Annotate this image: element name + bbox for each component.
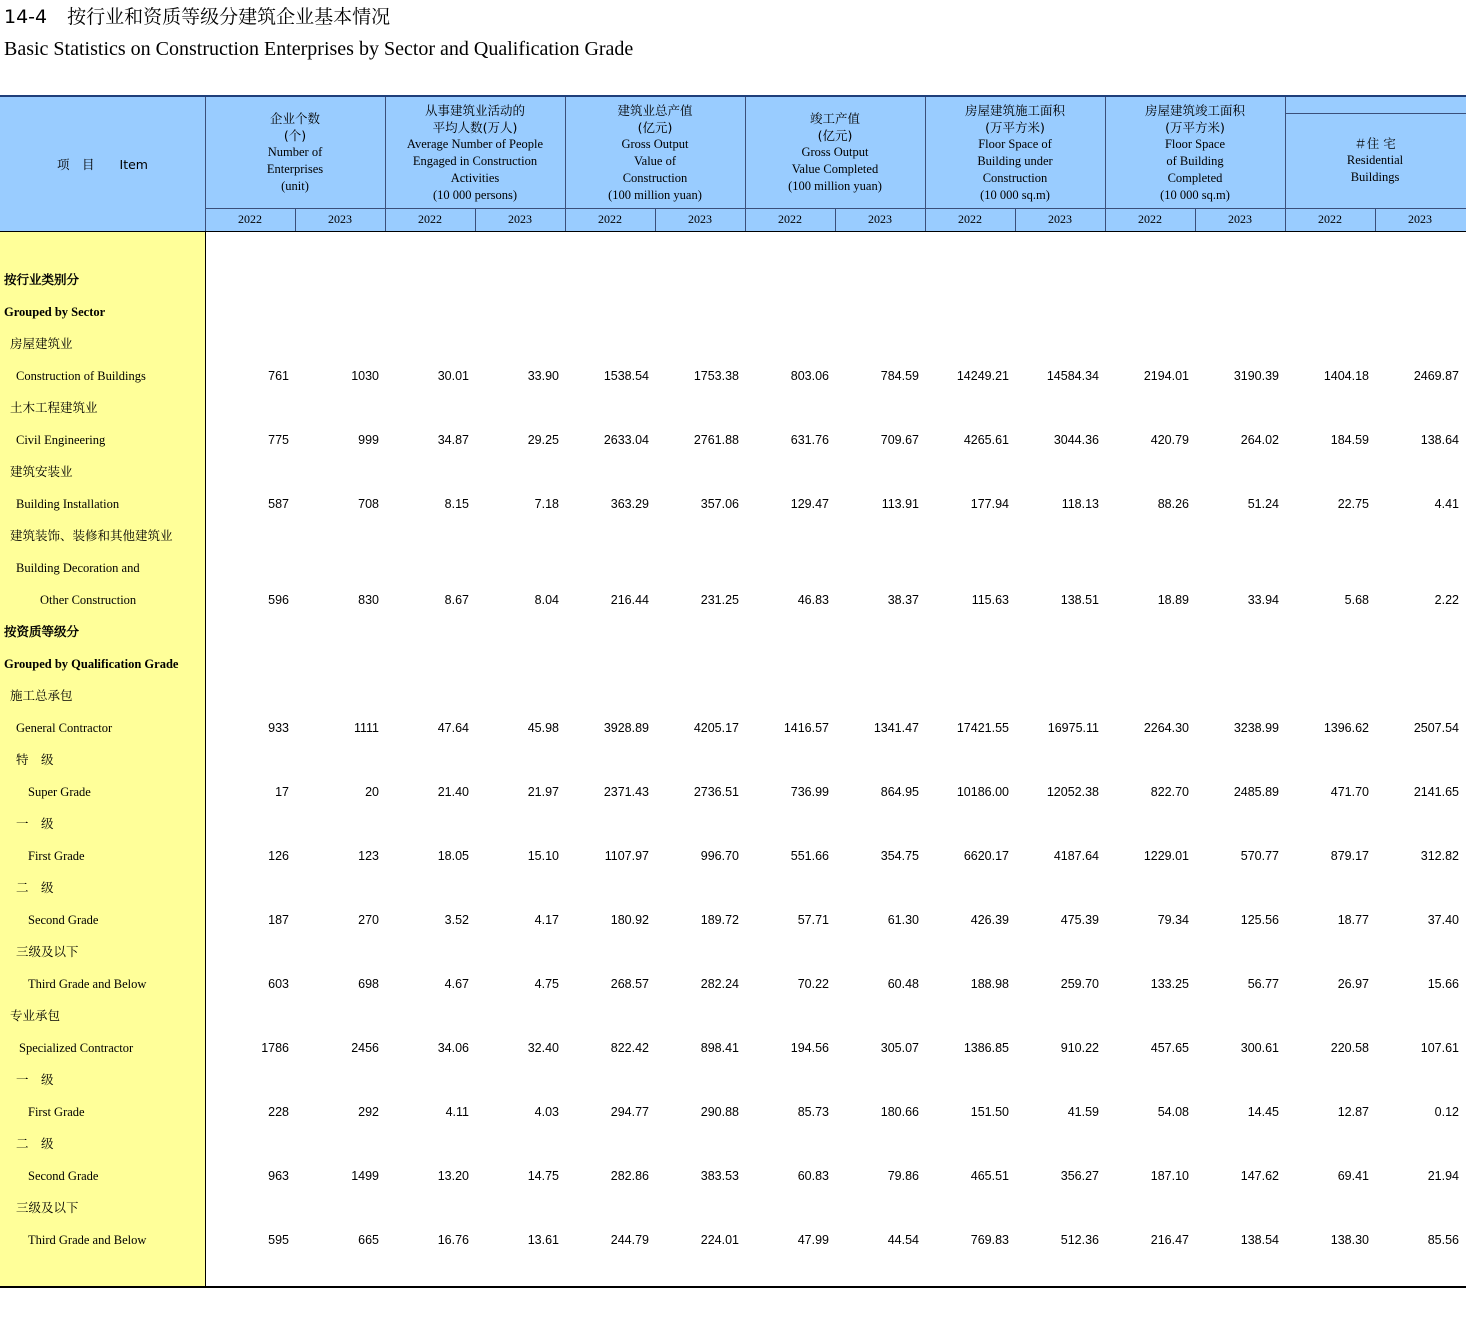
row-label: Civil Engineering [16, 433, 106, 447]
table-cell: 1416.57 [783, 721, 829, 735]
header-line: (10 000 sq.m) [980, 187, 1050, 202]
table-cell: 2485.89 [1233, 785, 1279, 799]
header-line: (unit) [281, 179, 309, 193]
table-cell: 457.65 [1150, 1041, 1189, 1055]
table-cell: 224.01 [700, 1233, 739, 1247]
table-cell: 4.11 [445, 1105, 469, 1119]
year-header: 2022 [238, 212, 262, 226]
table-cell: 2.22 [1434, 593, 1459, 607]
table-cell: 133.25 [1150, 977, 1189, 991]
table-cell: 118.13 [1061, 497, 1099, 511]
table-cell: 356.27 [1060, 1169, 1099, 1183]
table-cell: 21.94 [1427, 1169, 1459, 1183]
year-divider [1015, 208, 1016, 231]
table-number: 14-4 [4, 6, 48, 28]
table-cell: 268.57 [610, 977, 649, 991]
year-header: 2022 [778, 212, 802, 226]
year-header: 2022 [958, 212, 982, 226]
table-cell: 16.76 [437, 1233, 469, 1247]
header-line: (10 000 sq.m) [1160, 187, 1230, 202]
table-cell: 822.70 [1150, 785, 1189, 799]
table-cell: 151.50 [970, 1105, 1009, 1119]
header-line: Completed [1167, 170, 1223, 185]
group-divider [1105, 97, 1106, 231]
table-cell: 7.18 [534, 497, 559, 511]
table-cell: 2264.30 [1143, 721, 1189, 735]
row-label: Third Grade and Below [28, 977, 147, 991]
row-label: Construction of Buildings [16, 369, 146, 383]
table-cell: 587 [268, 497, 289, 511]
table-cell: 113.91 [881, 497, 919, 511]
table-cell: 54.08 [1157, 1105, 1189, 1119]
year-header: 2022 [1318, 212, 1342, 226]
header-line: Floor Space of [978, 136, 1052, 151]
table-cell: 2141.65 [1413, 785, 1459, 799]
table-cell: 188.98 [970, 977, 1009, 991]
table-cell: 1107.97 [604, 849, 649, 863]
table-cell: 33.90 [527, 369, 559, 383]
table-cell: 312.82 [1420, 849, 1459, 863]
table-cell: 177.94 [970, 497, 1009, 511]
group-divider [565, 97, 566, 231]
header-line: Average Number of People [406, 136, 544, 151]
table-cell: 551.66 [790, 849, 829, 863]
table-cell: 2194.01 [1143, 369, 1189, 383]
group-divider [745, 97, 746, 231]
table-cell: 292 [358, 1105, 379, 1119]
table-cell: 2469.87 [1413, 369, 1459, 383]
table-cell: 220.58 [1330, 1041, 1369, 1055]
table-cell: 32.40 [527, 1041, 559, 1055]
row-label: 二 级 [16, 880, 54, 895]
table-cell: 933 [268, 721, 289, 735]
header-line: (亿元) [817, 128, 853, 143]
row-label: Other Construction [40, 593, 137, 607]
table-cell: 22.75 [1337, 497, 1369, 511]
column-group-header [1285, 113, 1465, 208]
table-cell: 15.66 [1427, 977, 1459, 991]
column-group-header [925, 97, 1105, 208]
table-cell: 4187.64 [1053, 849, 1099, 863]
table-cell: 47.64 [437, 721, 469, 735]
table-cell: 426.39 [970, 913, 1009, 927]
table-cell: 57.71 [797, 913, 829, 927]
table-cell: 88.26 [1157, 497, 1189, 511]
table-cell: 12.87 [1337, 1105, 1369, 1119]
title-text-zh: 按行业和资质等级分建筑企业基本情况 [67, 6, 391, 28]
table-cell: 187.10 [1150, 1169, 1189, 1183]
header-line: Construction [982, 170, 1048, 185]
year-header: 2022 [598, 212, 622, 226]
table-cell: 270 [358, 913, 379, 927]
table-cell: 4.03 [534, 1105, 559, 1119]
table-cell: 60.83 [797, 1169, 829, 1183]
table-cell: 8.67 [444, 593, 469, 607]
header-line: Floor Space [1164, 136, 1226, 151]
table-cell: 12052.38 [1046, 785, 1099, 799]
year-header: 2023 [328, 212, 352, 226]
row-label: Second Grade [28, 1169, 99, 1183]
table-cell: 354.75 [880, 849, 919, 863]
row-label: Building Installation [16, 497, 120, 511]
table-cell: 830 [358, 593, 379, 607]
header-line: 从事建筑业活动的 [424, 102, 525, 118]
table-cell: 129.47 [790, 497, 829, 511]
table-cell: 898.41 [700, 1041, 739, 1055]
table-cell: 138.51 [1060, 593, 1099, 607]
table-cell: 4205.17 [693, 721, 739, 735]
table-cell: 69.41 [1337, 1169, 1369, 1183]
page-title-zh [4, 4, 390, 30]
header-line: (个) [283, 128, 307, 143]
header-line: 平均人数(万人) [432, 119, 518, 135]
table-cell: 259.70 [1060, 977, 1099, 991]
row-label: 施工总承包 [10, 688, 73, 703]
table-cell: 1341.47 [873, 721, 919, 735]
column-group-header [745, 97, 925, 208]
header-line: of Building [1166, 153, 1224, 168]
table-cell: 194.56 [790, 1041, 829, 1055]
table-cell: 3190.39 [1233, 369, 1279, 383]
table-cell: 4.41 [1434, 497, 1459, 511]
table-cell: 17421.55 [956, 721, 1009, 735]
table-cell: 1786 [261, 1041, 289, 1055]
row-label: First Grade [28, 1105, 85, 1119]
row-label: Grouped by Sector [4, 305, 106, 319]
row-label: 一 级 [16, 816, 54, 831]
table-cell: 13.20 [437, 1169, 469, 1183]
header-line: (万平方米) [985, 119, 1045, 135]
row-label: Building Decoration and [16, 561, 140, 575]
table-cell: 3.52 [444, 913, 469, 927]
header-line: Engaged in Construction [412, 153, 538, 168]
table-cell: 138.64 [1420, 433, 1459, 447]
table-cell: 125.56 [1240, 913, 1279, 927]
table-cell: 8.04 [534, 593, 559, 607]
table-cell: 1396.62 [1323, 721, 1369, 735]
table-cell: 1753.38 [693, 369, 739, 383]
table-cell: 3044.36 [1053, 433, 1099, 447]
table-cell: 2736.51 [693, 785, 739, 799]
table-cell: 864.95 [880, 785, 919, 799]
group-divider [925, 97, 926, 231]
group-year-rule [205, 208, 1466, 209]
table-cell: 357.06 [700, 497, 739, 511]
table-cell: 3238.99 [1233, 721, 1279, 735]
table-cell: 14.75 [527, 1169, 559, 1183]
year-header: 2023 [508, 212, 532, 226]
row-label: 专业承包 [10, 1008, 61, 1023]
table-cell: 61.30 [887, 913, 919, 927]
table-cell: 70.22 [797, 977, 829, 991]
header-line: (亿元) [637, 119, 673, 135]
table-cell: 138.30 [1330, 1233, 1369, 1247]
table-cell: 282.86 [610, 1169, 649, 1183]
row-label: 一 级 [16, 1072, 54, 1087]
row-label: General Contractor [16, 721, 113, 735]
year-header: 2022 [1138, 212, 1162, 226]
row-label: 按资质等级分 [4, 624, 80, 639]
table-cell: 512.36 [1060, 1233, 1099, 1247]
table-cell: 822.42 [610, 1041, 649, 1055]
table-cell: 300.61 [1240, 1041, 1279, 1055]
table-cell: 1404.18 [1323, 369, 1369, 383]
table-cell: 1030 [351, 369, 379, 383]
year-header: 2022 [418, 212, 442, 226]
table-cell: 180.92 [610, 913, 649, 927]
table-cell: 570.77 [1240, 849, 1279, 863]
table-cell: 709.67 [880, 433, 919, 447]
table-cell: 761 [268, 369, 289, 383]
header-line: Number of [267, 145, 323, 159]
year-divider [655, 208, 656, 231]
header-line: Enterprises [266, 162, 324, 176]
table-cell: 775 [268, 433, 289, 447]
item-column-border [205, 232, 206, 1286]
table-cell: 2507.54 [1413, 721, 1459, 735]
table-cell: 79.34 [1157, 913, 1189, 927]
table-cell: 2456 [351, 1041, 379, 1055]
row-label: Super Grade [28, 785, 91, 799]
table-cell: 282.24 [700, 977, 739, 991]
table-cell: 29.25 [527, 433, 559, 447]
table-bottom-rule [0, 1286, 1466, 1288]
table-cell: 0.12 [1434, 1105, 1459, 1119]
column-group-header [205, 97, 385, 208]
table-cell: 475.39 [1060, 913, 1099, 927]
table-cell: 294.77 [610, 1105, 649, 1119]
table-cell: 8.15 [444, 497, 469, 511]
table-cell: 290.88 [700, 1105, 739, 1119]
table-cell: 147.62 [1240, 1169, 1279, 1183]
year-header: 2023 [1408, 212, 1432, 226]
table-cell: 999 [358, 433, 379, 447]
row-label: 建筑安装业 [10, 464, 73, 479]
table-cell: 189.72 [700, 913, 739, 927]
table-cell: 15.10 [527, 849, 559, 863]
table-cell: 14584.34 [1046, 369, 1099, 383]
header-line: 房屋建筑竣工面积 [1144, 102, 1245, 118]
table-cell: 18.89 [1157, 593, 1189, 607]
table-cell: 596 [268, 593, 289, 607]
table-cell: 383.53 [700, 1169, 739, 1183]
table-cell: 115.63 [971, 593, 1009, 607]
header-line: ＃住 宅 [1354, 136, 1396, 151]
table-cell: 184.59 [1330, 433, 1369, 447]
header-line: (100 million yuan) [788, 179, 882, 193]
row-label: Grouped by Qualification Grade [4, 657, 179, 671]
year-header: 2023 [1228, 212, 1252, 226]
table-cell: 420.79 [1150, 433, 1189, 447]
row-label: 按行业类别分 [4, 272, 80, 287]
table-cell: 264.02 [1240, 433, 1279, 447]
year-header: 2023 [688, 212, 712, 226]
header-line: Buildings [1350, 170, 1400, 184]
group-divider [1285, 97, 1286, 231]
table-cell: 33.94 [1247, 593, 1279, 607]
header-bottom-rule [0, 231, 1466, 232]
year-divider [835, 208, 836, 231]
header-line: Building under [977, 153, 1053, 168]
table-cell: 37.40 [1427, 913, 1459, 927]
table-cell: 4.17 [534, 913, 559, 927]
table-cell: 665 [358, 1233, 379, 1247]
table-cell: 34.06 [437, 1041, 469, 1055]
table-cell: 465.51 [970, 1169, 1009, 1183]
header-line: 建筑业总产值 [617, 102, 693, 118]
table-cell: 16975.11 [1047, 721, 1099, 735]
table-cell: 79.86 [887, 1169, 919, 1183]
residential-top-rule [1285, 113, 1466, 114]
table-cell: 14.45 [1247, 1105, 1279, 1119]
column-group-header [1105, 97, 1285, 208]
table-cell: 2371.43 [603, 785, 649, 799]
header-line: (100 million yuan) [608, 187, 702, 202]
table-cell: 60.48 [887, 977, 919, 991]
header-line: Value of [634, 153, 676, 168]
table-cell: 910.22 [1060, 1041, 1099, 1055]
table-cell: 363.29 [610, 497, 649, 511]
table-cell: 41.59 [1067, 1105, 1099, 1119]
table-cell: 47.99 [797, 1233, 829, 1247]
table-cell: 963 [268, 1169, 289, 1183]
table-cell: 85.73 [797, 1105, 829, 1119]
row-label: Second Grade [28, 913, 99, 927]
table-cell: 6620.17 [963, 849, 1009, 863]
header-line: (10 000 persons) [432, 187, 517, 202]
table-cell: 228 [268, 1105, 289, 1119]
table-cell: 18.05 [437, 849, 469, 863]
year-divider [1375, 208, 1376, 231]
table-cell: 231.25 [700, 593, 739, 607]
header-line: 企业个数 [269, 111, 320, 126]
table-cell: 34.87 [437, 433, 469, 447]
table-cell: 5.68 [1344, 593, 1369, 607]
header-line: Gross Output [621, 136, 689, 151]
table-cell: 216.44 [610, 593, 649, 607]
table-cell: 21.97 [527, 785, 559, 799]
table-cell: 769.83 [970, 1233, 1009, 1247]
table-cell: 803.06 [790, 369, 829, 383]
header-line: 竣工产值 [809, 111, 860, 126]
table-cell: 18.77 [1337, 913, 1369, 927]
table-cell: 216.47 [1150, 1233, 1189, 1247]
table-cell: 996.70 [700, 849, 739, 863]
group-divider [385, 97, 386, 231]
table-cell: 244.79 [610, 1233, 649, 1247]
table-cell: 85.56 [1427, 1233, 1459, 1247]
table-cell: 21.40 [437, 785, 469, 799]
table-cell: 1111 [353, 721, 379, 735]
column-group-header [385, 97, 565, 208]
table-cell: 123 [358, 849, 379, 863]
header-line: Activities [450, 170, 500, 185]
year-divider [475, 208, 476, 231]
table-cell: 631.76 [790, 433, 829, 447]
table-cell: 51.24 [1247, 497, 1279, 511]
year-divider [1195, 208, 1196, 231]
table-cell: 4.75 [534, 977, 559, 991]
row-label: 房屋建筑业 [10, 336, 73, 351]
table-cell: 138.54 [1240, 1233, 1279, 1247]
table-cell: 4.67 [444, 977, 469, 991]
group-divider [205, 97, 206, 231]
table-cell: 187 [268, 913, 289, 927]
table-cell: 305.07 [880, 1041, 919, 1055]
table-cell: 471.70 [1330, 785, 1369, 799]
header-line: Value Completed [791, 162, 879, 176]
table-cell: 180.66 [880, 1105, 919, 1119]
table-cell: 603 [268, 977, 289, 991]
table-cell: 2633.04 [603, 433, 649, 447]
table-cell: 14249.21 [956, 369, 1009, 383]
table-cell: 879.17 [1330, 849, 1369, 863]
table-cell: 56.77 [1247, 977, 1279, 991]
table-cell: 708 [358, 497, 379, 511]
row-label: Third Grade and Below [28, 1233, 147, 1247]
row-label: Specialized Contractor [19, 1041, 134, 1055]
header-line: 房屋建筑施工面积 [964, 102, 1065, 118]
table-cell: 38.37 [887, 593, 919, 607]
table-cell: 17 [275, 785, 289, 799]
row-label: First Grade [28, 849, 85, 863]
table-cell: 107.61 [1420, 1041, 1459, 1055]
table-cell: 784.59 [880, 369, 919, 383]
table-cell: 45.98 [527, 721, 559, 735]
page-title-en: Basic Statistics on Construction Enterprises by Sector and Qualification Grade [4, 38, 634, 60]
table-cell: 26.97 [1337, 977, 1369, 991]
year-header: 2023 [1048, 212, 1072, 226]
table-cell: 2761.88 [693, 433, 739, 447]
row-label: 特 级 [16, 752, 54, 767]
table-cell: 30.01 [437, 369, 469, 383]
table-cell: 4265.61 [963, 433, 1009, 447]
table-cell: 736.99 [790, 785, 829, 799]
table-cell: 46.83 [797, 593, 829, 607]
header-line: Construction [622, 170, 688, 185]
table-cell: 1538.54 [603, 369, 649, 383]
header-line: Residential [1346, 153, 1404, 167]
year-divider [295, 208, 296, 231]
table-cell: 10186.00 [956, 785, 1009, 799]
table-cell: 44.54 [887, 1233, 919, 1247]
table-cell: 126 [268, 849, 289, 863]
table-cell: 20 [365, 785, 379, 799]
item-column-header: 项 目 Item [57, 156, 148, 172]
table-cell: 3928.89 [603, 721, 649, 735]
header-line: Gross Output [801, 145, 869, 159]
column-group-header [565, 97, 745, 208]
row-label: 土木工程建筑业 [10, 400, 98, 415]
table-cell: 595 [268, 1233, 289, 1247]
year-header: 2023 [868, 212, 892, 226]
table-cell: 1499 [351, 1169, 379, 1183]
header-line: (万平方米) [1165, 119, 1225, 135]
row-label: 二 级 [16, 1136, 54, 1151]
row-label: 三级及以下 [16, 944, 79, 959]
row-label: 三级及以下 [16, 1200, 79, 1215]
table-cell: 1229.01 [1143, 849, 1189, 863]
table-cell: 1386.85 [963, 1041, 1009, 1055]
table-cell: 698 [358, 977, 379, 991]
table-cell: 13.61 [527, 1233, 559, 1247]
row-label: 建筑装饰、装修和其他建筑业 [10, 528, 173, 543]
